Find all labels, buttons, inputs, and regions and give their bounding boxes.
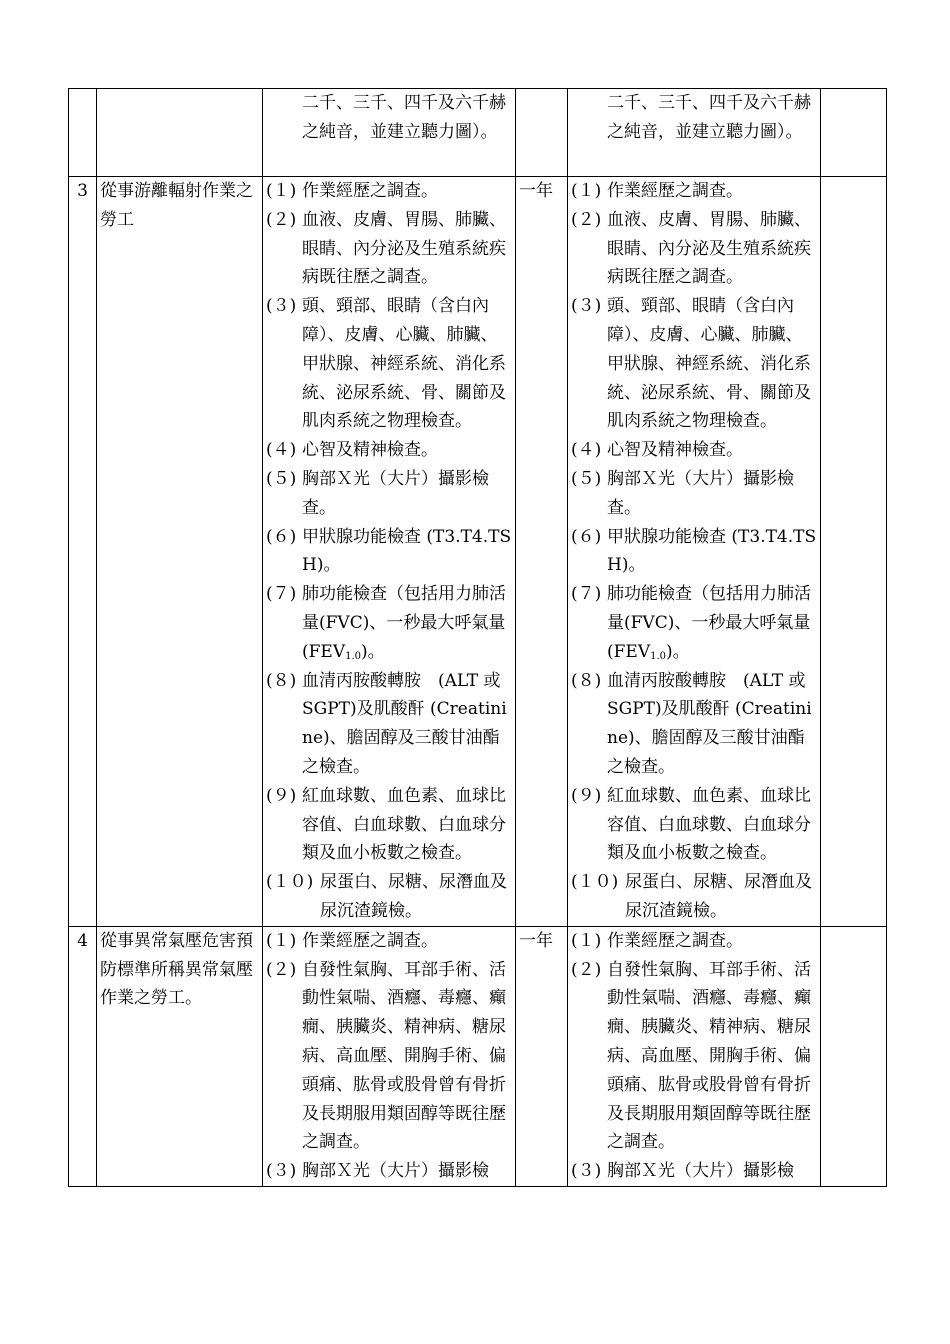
remarks	[821, 89, 887, 177]
exam-item: (１０) 尿蛋白、尿糖、尿潛血及尿沉渣鏡檢。	[266, 872, 507, 921]
exam-item: (３) 胸部Ｘ光（大片）攝影檢	[266, 1161, 489, 1182]
general-exam-items	[263, 177, 516, 927]
exam-item-continuation: 二千、三千、四千及六千赫之純音，並建立聽力圖）。	[607, 93, 811, 142]
health-exam-table	[68, 88, 887, 1187]
exam-frequency: 一年	[516, 926, 568, 1186]
periodic-exam-items	[568, 926, 821, 1186]
exam-frequency: 一年	[516, 177, 568, 927]
exam-item: (６) 甲狀腺功能檢查 (T3.T4.TSH)。	[571, 526, 817, 576]
target-workers: 從事異常氣壓危害預防標準所稱異常氣壓作業之勞工。	[97, 926, 263, 1186]
exam-item-continuation: 二千、三千、四千及六千赫之純音，並建立聽力圖）。	[302, 93, 506, 142]
exam-frequency	[516, 89, 568, 177]
exam-item: (３) 胸部Ｘ光（大片）攝影檢	[571, 1161, 794, 1182]
exam-item: (７) 肺功能檢查（包括用力肺活量(FVC)、一秒最大呼氣量$(FEV_{1.0})$。	[266, 584, 506, 662]
exam-item: (５) 胸部Ｘ光（大片）攝影檢查。	[571, 468, 794, 518]
exam-item: (６) 甲狀腺功能檢查 (T3.T4.TSH)。	[266, 526, 512, 576]
row-number	[69, 89, 97, 177]
exam-item: (３) 頭、頸部、眼睛（含白內障）、皮膚、心臟、肺臟、甲狀腺、神經系統、消化系統、泌尿系統、骨、關節及肌肉系統之物理檢查。	[571, 296, 811, 432]
exam-item: (２) 血液、皮膚、胃腸、肺臟、眼睛、內分泌及生殖系統疾病既往歷之調查。	[266, 209, 506, 288]
exam-item: (２) 血液、皮膚、胃腸、肺臟、眼睛、內分泌及生殖系統疾病既往歷之調查。	[571, 209, 811, 288]
general-exam-items	[263, 89, 516, 177]
exam-item: (１) 作業經歷之調查。	[266, 930, 438, 951]
exam-item: (１) 作業經歷之調查。	[571, 181, 743, 201]
target-workers: 從事游離輻射作業之勞工	[97, 177, 263, 927]
exam-item: (５) 胸部Ｘ光（大片）攝影檢查。	[266, 468, 489, 518]
row-number: 4	[69, 926, 97, 1186]
remarks	[821, 926, 887, 1186]
exam-item: (２) 自發性氣胸、耳部手術、活動性氣喘、酒癮、毒癮、癲癇、胰臟炎、精神病、糖尿病、高血壓、開胸手術、偏頭痛、肱骨或股骨曾有骨折及長期服用類固醇等既往歷之調查。	[571, 959, 811, 1153]
exam-item: (９) 紅血球數、血色素、血球比容值、白血球數、白血球分類及血小板數之檢查。	[266, 785, 506, 864]
table-row	[69, 177, 887, 927]
table-row	[69, 926, 887, 1186]
exam-item: (９) 紅血球數、血色素、血球比容值、白血球數、白血球分類及血小板數之檢查。	[571, 785, 811, 864]
periodic-exam-items	[568, 89, 821, 177]
table-row	[69, 89, 887, 177]
target-workers	[97, 89, 263, 177]
remarks	[821, 177, 887, 927]
exam-item: (１) 作業經歷之調查。	[571, 930, 743, 951]
exam-item: (７) 肺功能檢查（包括用力肺活量(FVC)、一秒最大呼氣量$(FEV_{1.0})$。	[571, 584, 811, 662]
general-exam-items	[263, 926, 516, 1186]
exam-item: (４) 心智及精神檢查。	[266, 440, 438, 461]
exam-item: (３) 頭、頸部、眼睛（含白內障）、皮膚、心臟、肺臟、甲狀腺、神經系統、消化系統、泌尿系統、骨、關節及肌肉系統之物理檢查。	[266, 296, 506, 432]
periodic-exam-items	[568, 177, 821, 927]
exam-item: (８) 血清丙胺酸轉胺 (ALT 或 SGPT)及肌酸酐 (Creatinine)、膽固醇及三酸甘油酯之檢查。	[266, 670, 507, 777]
exam-item: (４) 心智及精神檢查。	[571, 440, 743, 461]
row-number: 3	[69, 177, 97, 927]
exam-item: (１０) 尿蛋白、尿糖、尿潛血及尿沉渣鏡檢。	[571, 872, 812, 921]
exam-item: (８) 血清丙胺酸轉胺 (ALT 或 SGPT)及肌酸酐 (Creatinine)、膽固醇及三酸甘油酯之檢查。	[571, 670, 812, 777]
exam-item: (２) 自發性氣胸、耳部手術、活動性氣喘、酒癮、毒癮、癲癇、胰臟炎、精神病、糖尿病、高血壓、開胸手術、偏頭痛、肱骨或股骨曾有骨折及長期服用類固醇等既往歷之調查。	[266, 959, 506, 1153]
exam-item: (１) 作業經歷之調查。	[266, 181, 438, 201]
